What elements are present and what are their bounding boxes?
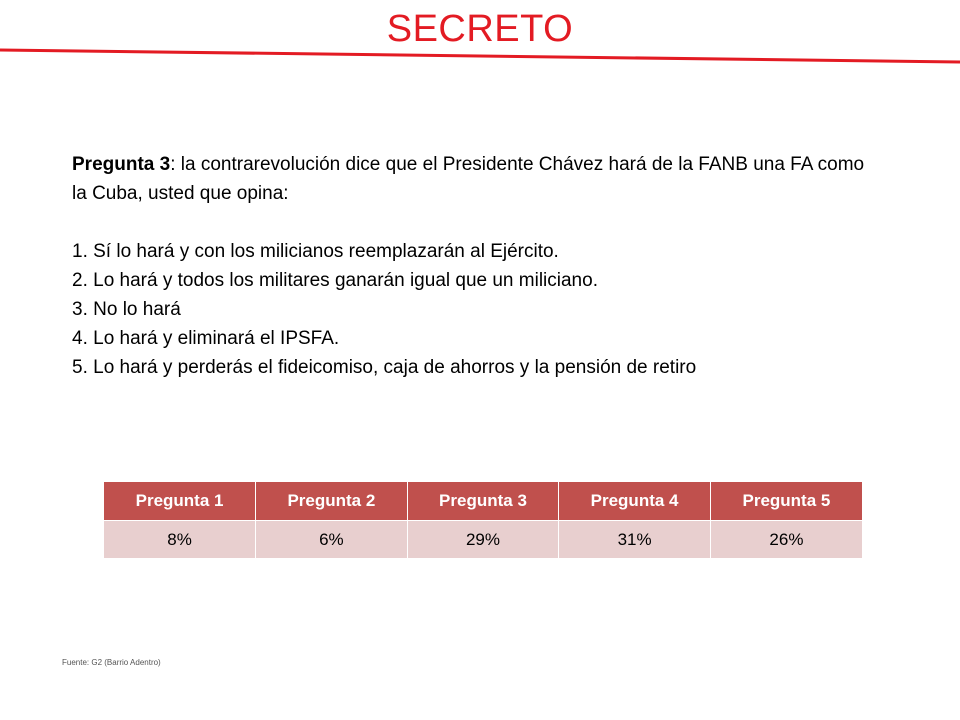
options-list <box>72 237 872 382</box>
table-cell: 6% <box>256 521 408 559</box>
option-item: 3. No lo hará <box>72 299 181 320</box>
results-table <box>104 482 862 558</box>
table-header-cell: Pregunta 1 <box>104 482 256 521</box>
question-text <box>72 150 872 208</box>
question-label: Pregunta 3 <box>72 154 171 175</box>
table-header-cell: Pregunta 5 <box>710 482 862 521</box>
option-item: 5. Lo hará y perderás el fideicomiso, caja de ahorros y la pensión de retiro <box>72 357 697 378</box>
table-header-row <box>104 482 862 521</box>
option-item: 4. Lo hará y eliminará el IPSFA. <box>72 328 340 349</box>
table-header-cell: Pregunta 4 <box>559 482 711 521</box>
source-footnote: Fuente: G2 (Barrio Adentro) <box>62 658 161 667</box>
option-item: 1. Sí lo hará y con los milicianos reemplazarán al Ejército. <box>72 241 559 262</box>
question-body: : la contrarevolución dice que el Presidente Chávez hará de la FANB una FA como la Cuba, usted que opina: <box>72 154 865 204</box>
table-cell: 31% <box>559 521 711 559</box>
question-block <box>72 150 872 382</box>
page-title: SECRETO <box>386 8 574 50</box>
table-cell: 29% <box>407 521 559 559</box>
option-item: 2. Lo hará y todos los militares ganarán igual que un miliciano. <box>72 270 598 291</box>
table-header-cell: Pregunta 3 <box>407 482 559 521</box>
table-header-cell: Pregunta 2 <box>256 482 408 521</box>
table-cell: 26% <box>710 521 862 559</box>
table-cell: 8% <box>104 521 256 559</box>
table-row <box>104 521 862 559</box>
